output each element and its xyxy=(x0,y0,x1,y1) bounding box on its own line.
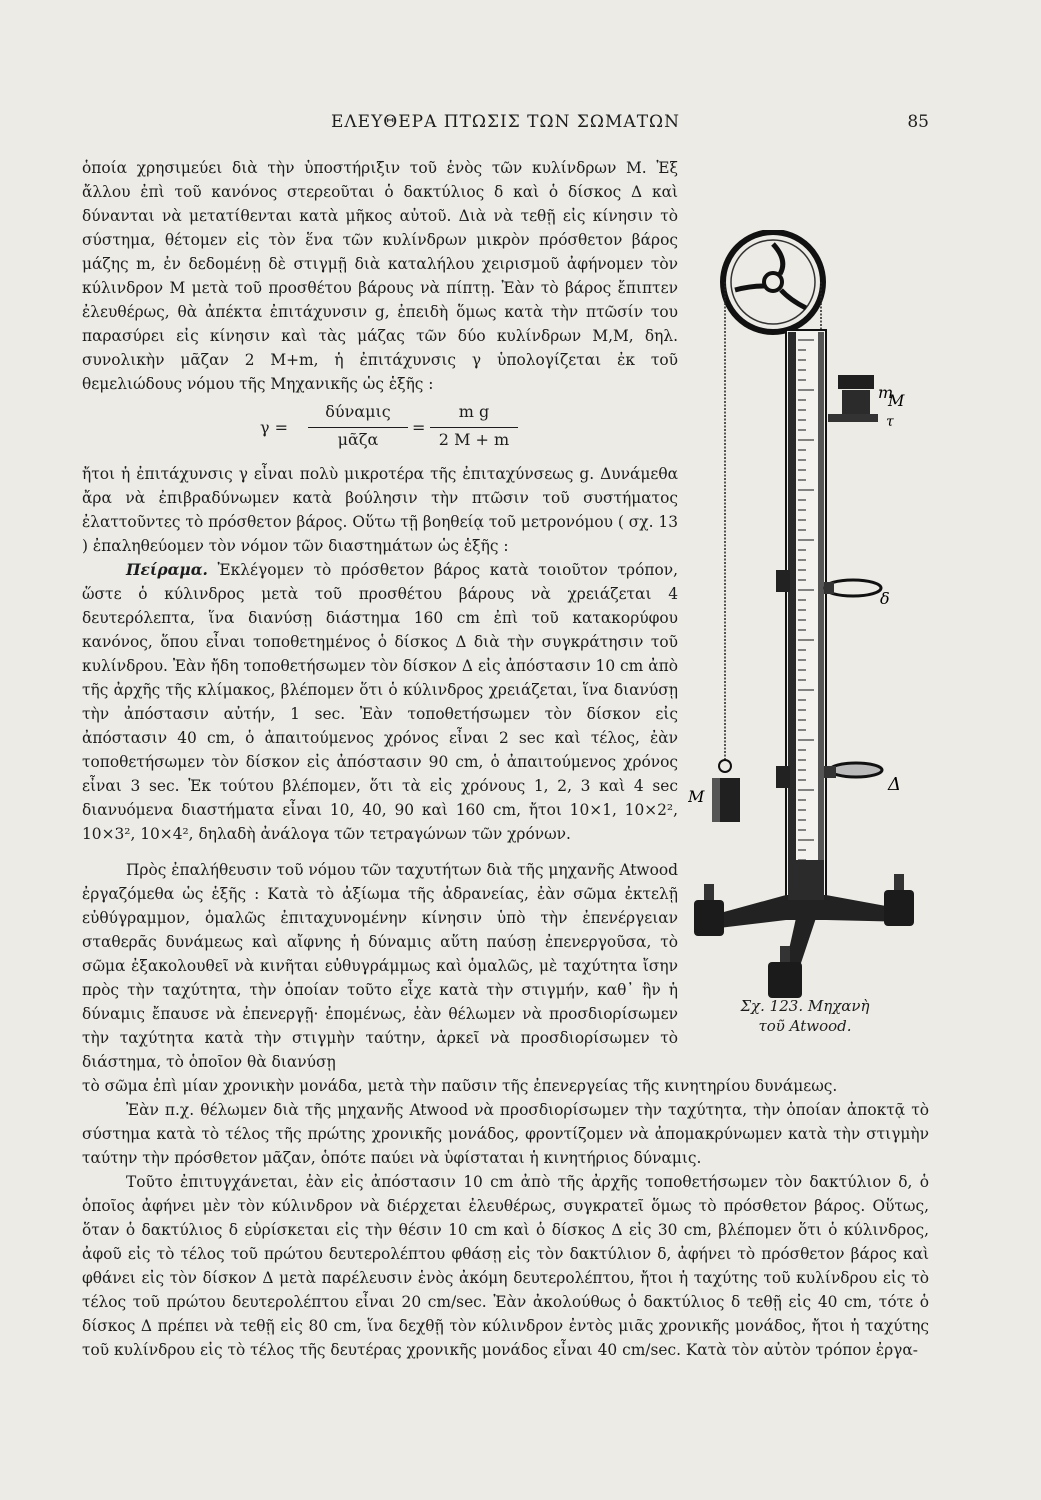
experiment-label: Πείραμα. xyxy=(126,561,208,579)
paragraph-5: Ἐὰν π.χ. θέλωμεν διὰ τῆς μηχανῆς Atwood νὰ προσδιορίσωμεν τὴν ταχύτητα, τὴν ὁποίαν ἀποκτᾷ τὸ σύστημα κατὰ τὸ τέλος τῆς πρώτης χρονικῆς μονάδος, φροντίζομεν νὰ ἀπομακρύνωμεν κατὰ τὴν στιγμὴν ταύτην τὴν πρόσθετον μᾶζαν, ὁπότε παύει νὰ ὑφίσταται ἡ κινητήριος δύναμις. xyxy=(82,1101,929,1167)
label-M-bottom: M xyxy=(688,787,705,806)
paragraph-4: Πρὸς ἐπαλήθευσιν τοῦ νόμου τῶν ταχυτήτων διὰ τῆς μηχανῆς Atwood ἐργαζόμεθα ὡς ἑξῆς : Κατὰ τὸ ἀξίωμα τῆς ἀδρανείας, ἐὰν σῶμα ἐκτελῇ εὐθύγραμμον, ὁμαλῶς ἐπιταχυνομένην κίνησιν ὑπὸ τὴν ἐπενέργειαν σταθερᾶς δυνάμεως καὶ αἴφνης ἡ δύναμις αὕτη παύσῃ ἐπενεργοῦσα, τὸ σῶμα ἐξακολουθεῖ νὰ κινῆται εὐθυγράμμως καὶ ὁμαλῶς, μὲ ταχύτητα ἴσην πρὸς τὴν ταχύτητα, τὴν ὁποίαν τοῦτο εἶχε κατὰ τὴν στιγμήν, καθ᾽ ἣν ἡ δύναμις ἔπαυσε νὰ ἐπενεργῇ· ἐπομένως, ἐὰν θέλωμεν νὰ προσδιορίσωμεν τὴν ταχύτητα κατὰ τὴν στιγμὴν ταύτην, ἀρκεῖ νὰ προσδιορίσωμεν τὸ διάστημα, τὸ ὁποῖον θὰ διανύσῃ xyxy=(82,861,678,1071)
caption-line-1: Σχ. 123. Μηχανὴ xyxy=(740,997,870,1015)
numerator-mg: m g xyxy=(458,402,490,421)
denominator-2m-plus-m: 2 M + m xyxy=(438,430,510,449)
paragraph-2: ἤτοι ἡ ἐπιτάχυνσις γ εἶναι πολὺ μικροτέρα τῆς ἐπιταχύνσεως g. Δυνάμεθα ἄρα νὰ ἐπιβραδύνωμεν κατὰ βούλησιν τὴν πτῶσιν τοῦ συστήματος ἐλαττοῦντες τὸ πρόσθετον βάρος. Οὕτω τῇ βοηθείᾳ τοῦ μετρονόμου ( σχ. 13 ) ἐπαληθεύομεν τὸν νόμον τῶν διαστημάτων ὡς ἑξῆς : xyxy=(82,465,678,555)
experiment-block xyxy=(82,558,678,846)
label-delta-small: δ xyxy=(880,589,890,608)
caption-line-2: τοῦ Atwood. xyxy=(758,1017,852,1035)
paragraph-4-block xyxy=(82,858,678,1074)
paragraph-2-block xyxy=(82,462,678,558)
running-title: ΕΛΕΥΘΕΡΑ ΠΤΩΣΙΣ ΤΩΝ ΣΩΜΑΤΩΝ xyxy=(330,112,681,132)
page-number: 85 xyxy=(907,112,929,132)
label-Delta: Δ xyxy=(888,774,901,795)
paragraph-1-block xyxy=(82,156,678,396)
paragraph-6: Τοῦτο ἐπιτυγχάνεται, ἐὰν εἰς ἀπόστασιν 10 cm ἀπὸ τῆς ἀρχῆς τοποθετήσωμεν τὸν δακτύλιον δ, ὁ ὁποῖος ἀφήνει μὲν τὸν κύλινδρον νὰ διέρχεται ἐλευθέρως, συγκρατεῖ ὅμως τὸ πρόσθετον βάρος. Οὕτως, ὅταν ὁ δακτύλιος δ εὑρίσκεται εἰς τὴν θέσιν 10 cm καὶ ὁ δίσκος Δ εἰς 30 cm, βλέπομεν ὅτι ὁ κύλινδρος, ἀφοῦ εἰς τὸ τέλος τοῦ πρώτου δευτερολέπτου φθάσῃ εἰς τὸν δακτύλιον δ, ἀφήνει τὸ πρόσθετον βάρος καὶ φθάνει εἰς τὸν δίσκον Δ μετὰ παρέλευσιν ἑνὸς ἀκόμη δευτερολέπτου, ἤτοι ἡ ταχύτης τοῦ κυλίνδρου εἰς τὸ τέλος τοῦ πρώτου δευτερολέπτου εἶναι 20 cm/sec. Ἐὰν ἀκολούθως ὁ δακτύλιος δ τεθῇ εἰς 40 cm, τότε ὁ δίσκος Δ πρέπει νὰ τεθῇ εἰς 80 cm, ἵνα δεχθῇ τὸν κύλινδρον ἐντὸς μιᾶς χρονικῆς μονάδος, ἤτοι ἡ ταχύτης τοῦ κυλίνδρου εἰς τὸ τέλος τῆς δευτέρας χρονικῆς μονάδος εἶναι 40 cm/sec. Κατὰ τὸν αὐτὸν τρόπον ἐργα- xyxy=(82,1173,929,1359)
paragraph-1: ὁποία χρησιμεύει διὰ τὴν ὑποστήριξιν τοῦ ἑνὸς τῶν κυλίνδρων Μ. Ἐξ ἄλλου ἐπὶ τοῦ κανόνος στερεοῦται ὁ δακτύλιος δ καὶ ὁ δίσκος Δ καὶ δύνανται νὰ μετατίθενται κατὰ μῆκος αὐτοῦ. Διὰ νὰ τεθῇ εἰς κίνησιν τὸ σύστημα, θέτομεν εἰς τὸν ἕνα τῶν κυλίνδρων μικρὸν πρόσθετον βάρος μάζης m, ἐν δεδομένῃ δὲ στιγμῇ διὰ καταλήλου χειρισμοῦ ἀφήνομεν τὸν κύλινδρον Μ μετὰ τοῦ προσθέτου βάρους νὰ πίπτῃ. Ἐὰν τὸ βάρος ἔπιπτεν ἐλευθέρως, θὰ ἀπέκτα ἐπιτάχυνσιν g, ἐπειδὴ ὅμως κατὰ τὴν πτῶσίν του παρασύρει εἰς κίνησιν καὶ τὰς μάζας τῶν δύο κυλίνδρων Μ,Μ, δηλ. συνολικὴν μᾶζαν 2 Μ+m, ἡ ἐπιτάχυνσις γ ὑπολογίζεται ἐκ τοῦ θεμελιώδους νόμου τῆς Μηχανικῆς ὡς ἑξῆς : xyxy=(82,159,678,393)
figure-caption xyxy=(740,996,870,1036)
upper-cylinder-m xyxy=(828,375,878,422)
tripod-base xyxy=(694,860,914,998)
equation-lhs: γ = xyxy=(260,418,289,437)
label-m: m xyxy=(878,383,894,402)
experiment-text: Ἐκλέγομεν τὸ πρόσθετον βάρος κατὰ τοιοῦτον τρόπον, ὥστε ὁ κύλινδρος μετὰ τοῦ προσθέτου βάρους νὰ χρειάζεται 4 δευτερόλεπτα, ἵνα διανύσῃ διάστημα 160 cm ἐπὶ τοῦ κατακορύφου κανόνος, ὅπου εἶναι τοποθετημένος ὁ δίσκος Δ διὰ τὴν συγκράτησιν τοῦ κυλίνδρου. Ἐὰν ἤδη τοποθετήσωμεν τὸν δίσκον Δ εἰς ἀπόστασιν 10 cm ἀπὸ τῆς ἀρχῆς τῆς κλίμακος, βλέπομεν ὅτι ὁ κύλινδρος χρειάζεται, ἵνα διανύσῃ τὴν ἀπόστασιν αὐτήν, 1 sec. Ἐὰν τοποθετήσωμεν τὸν δίσκον εἰς ἀπόστασιν 40 cm, ὁ ἀπαιτούμενος χρόνος εἶναι 2 sec καὶ τέλος, ἐὰν τοποθετήσωμεν τὸν δίσκον εἰς ἀπόστασιν 90 cm, ὁ ἀπαιτούμενος χρόνος εἶναι 3 sec. Ἐκ τούτου βλέπομεν, ὅτι τὰ εἰς χρόνους 1, 2, 3 καὶ 4 sec διανυόμενα διαστήματα εἶναι 10, 40, 90 καὶ 160 cm, ἤτοι 10×1, 10×2², 10×3², 10×4², δηλαδὴ ἀνάλογα τῶν τετραγώνων τῶν χρόνων. xyxy=(82,561,678,843)
label-M-top: M xyxy=(888,391,905,410)
denominator-mass: μᾶζα xyxy=(337,430,379,449)
label-tau: τ xyxy=(886,414,894,430)
paragraph-4-continuation: τὸ σῶμα ἐπὶ μίαν χρονικὴν μονάδα, μετὰ τὴν παῦσιν τῆς ἐπενεργείας τῆς κινητηρίου δυνάμεως. xyxy=(82,1077,838,1095)
full-width-block xyxy=(82,1074,929,1362)
fraction-bar-1 xyxy=(308,427,408,428)
fraction-bar-2 xyxy=(430,427,518,428)
experiment-paragraph xyxy=(82,558,678,846)
pulley-wheel xyxy=(723,232,823,332)
acceleration-equation xyxy=(260,402,520,456)
equals-sign: = xyxy=(412,418,426,437)
page-header xyxy=(82,112,929,136)
lower-cylinder-M xyxy=(712,760,740,822)
atwood-machine-figure xyxy=(688,230,918,1020)
scale-column xyxy=(786,330,826,910)
numerator-force: δύναμις xyxy=(325,402,391,421)
